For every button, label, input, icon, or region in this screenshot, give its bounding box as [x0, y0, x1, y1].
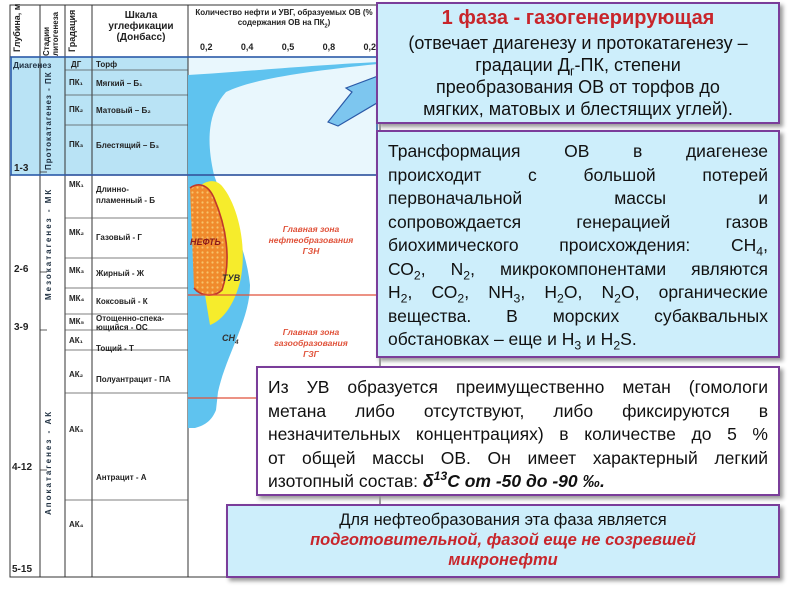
- grade-label: АК₁: [69, 336, 83, 345]
- tick-label: 0,4: [240, 42, 254, 52]
- coal-label: Тощий - Т: [96, 344, 134, 353]
- coal-label: Мягкий – Б₁: [96, 79, 143, 88]
- coal-label: Коксовый - К: [96, 297, 148, 306]
- stage-mesocatagenesis: Мезокатагенез - МК: [44, 187, 53, 300]
- grade-label: МК₄: [69, 294, 85, 303]
- coal-label: ющийся - ОС: [96, 323, 148, 332]
- ch4-label: $СН_4$: [222, 333, 239, 346]
- zone-gas-label: Главная зона газообразования ГЗГ: [274, 327, 348, 359]
- grade-label: МК₃: [69, 266, 85, 275]
- grade-label: ПК₃: [69, 140, 84, 149]
- coal-label: Отощенно-спека-: [96, 314, 165, 323]
- coal-label: Полуантрацит - ПА: [96, 375, 171, 384]
- phase-title-box: [376, 2, 780, 124]
- grade-label: АК₃: [69, 425, 84, 434]
- depth-label: 2-6: [14, 264, 29, 275]
- depth-label: 1-3: [14, 163, 29, 174]
- stage-diagenesis: Диагенез: [13, 60, 52, 70]
- zone-oil-label: Главная зона нефтеобразования ГЗН: [268, 224, 354, 256]
- uvg-label: ТУВ: [222, 273, 241, 283]
- methane-box: Из УВ образуется преимущественно метан (гомологи метана либо отсутствуют, либо фиксируются в незначительных концентрациях) в количестве до 5 % от общей массы ОВ. Он имеет характерный легкий изотопный состав: $\delta^{13}С$ от -50 до -90 ‰.: [256, 366, 780, 496]
- transformation-box: Трансформация ОВ в диагенезе происходит с большой потерей первоначальной массы и сопровождается генерацией газов биохимического происхождения: $СН_4$, $СО_2$, $N_2$, микрокомпонентами являются $Н_2$, $СО_2$, $NH_3$, $Н_2O$, $N_2O$, органические вещества. В морских субаквальных обстановках – еще и $Н_3$ и $Н_2S$.: [376, 130, 780, 358]
- grade-label: ДГ: [71, 60, 82, 69]
- grade-label: МК₂: [69, 228, 85, 237]
- coal-label: Блестящий – Б₃: [96, 141, 160, 150]
- phase-title: 1 фаза - газогенерирующая: [441, 7, 715, 29]
- coal-label: пламенный - Б: [96, 196, 156, 205]
- coal-label: Газовый - Г: [96, 233, 142, 242]
- coal-label: Антрацит - А: [96, 473, 147, 482]
- header-depth: Глубина, м: [12, 3, 22, 52]
- depth-label: 5-15: [12, 564, 33, 575]
- depth-label: 4-12: [12, 462, 33, 473]
- header-scale: Шкала углефикации (Донбасс): [108, 10, 174, 43]
- tick-label: 0,8: [322, 42, 336, 52]
- coal-label: Матовый – Б₂: [96, 106, 151, 115]
- phase-description: (отвечает диагенезу и протокатагенезу – градации $Д_г-ПК$, степени преобразования ОВ от торфов до мягких, матовых и блестящих углей).: [408, 33, 748, 119]
- oil-formation-box: Для нефтеобразования эта фаза является подготовительной, фазой еще не созревшей микронефти: [226, 504, 780, 578]
- coal-label: Жирный - Ж: [96, 269, 144, 278]
- stage-apocatagenesis: Апокатагенез - АК: [44, 409, 53, 515]
- grade-label: АК₂: [69, 370, 84, 379]
- tick-label: 0,5: [281, 42, 295, 52]
- grade-label: ПК₂: [69, 105, 84, 114]
- grade-label: ПК₁: [69, 78, 83, 87]
- tick-label: 0,2: [363, 42, 376, 52]
- header-gradation: Градация: [67, 9, 77, 52]
- grade-label: МК₅: [69, 317, 85, 326]
- header-stages: Стадии литогенеза: [42, 11, 60, 56]
- coal-label: Торф: [96, 60, 118, 69]
- oil-label: НЕФТЬ: [190, 237, 221, 247]
- tick-label: 0,2: [200, 42, 213, 52]
- coal-label: Длинно-: [96, 185, 129, 194]
- protocatagenesis-band: [10, 57, 188, 175]
- grade-label: АК₄: [69, 520, 84, 529]
- stage-protocatagenesis: Протокатагенез - ПК: [44, 71, 53, 170]
- depth-label: 3-9: [14, 322, 29, 333]
- chart-ticks: [200, 42, 376, 52]
- header-chart-title: Количество нефти и УВГ, образуемых ОВ (% содержания ОВ на $ПК_2$): [195, 8, 373, 30]
- grade-label: МК₁: [69, 180, 84, 189]
